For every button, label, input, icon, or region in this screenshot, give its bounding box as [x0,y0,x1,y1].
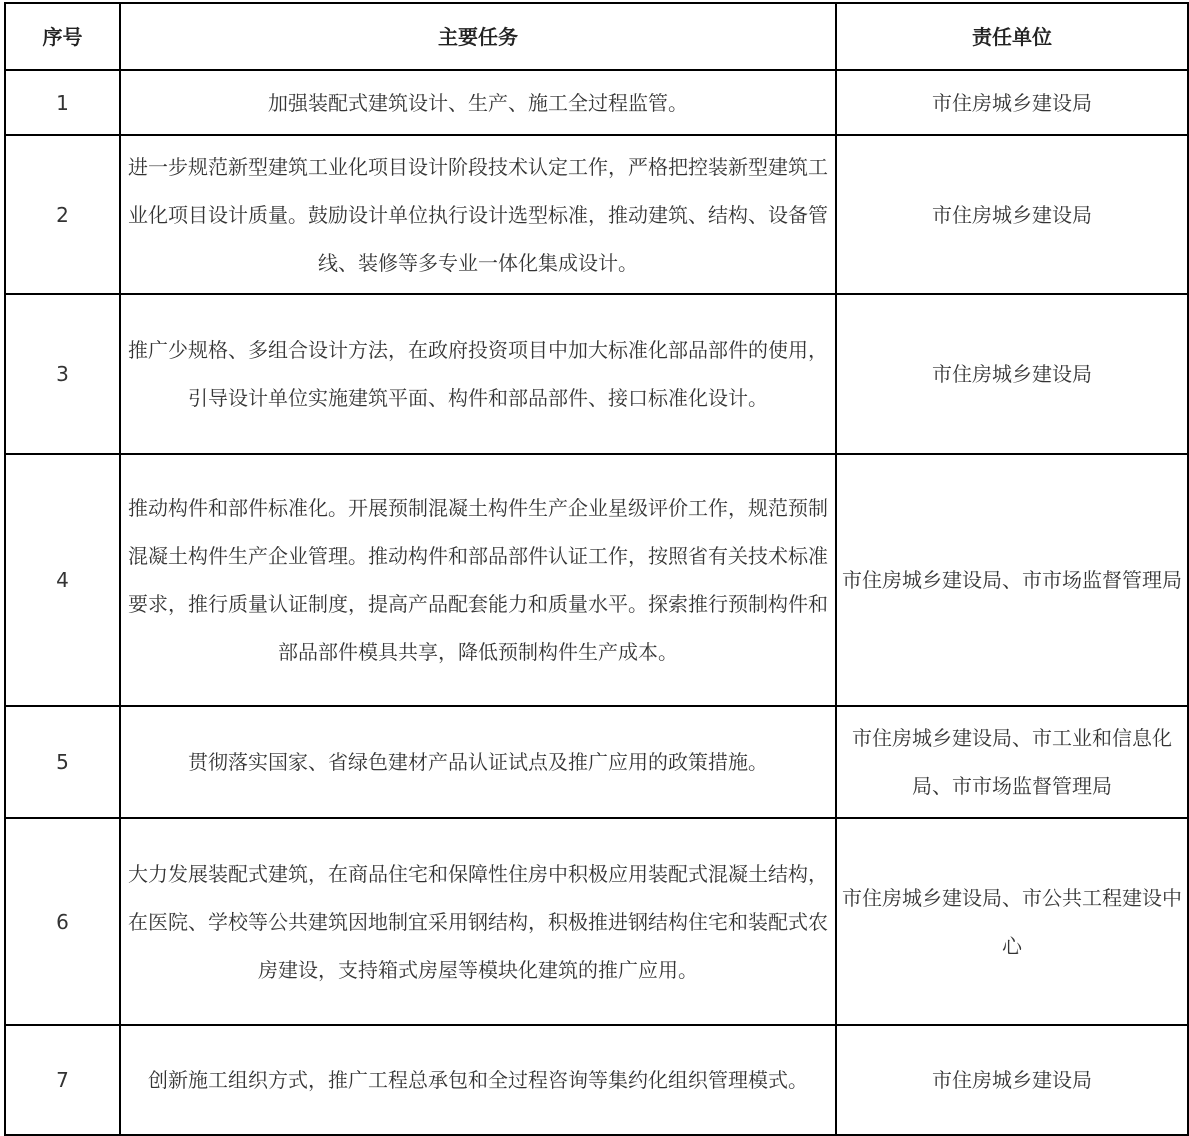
table-header-row [5,3,1188,70]
table-row [5,70,1188,135]
row-unit: 市住房城乡建设局 [836,294,1188,454]
header-index: 序号 [5,3,120,70]
row-index: 2 [5,135,120,294]
header-unit: 责任单位 [836,3,1188,70]
table-row [5,454,1188,706]
table-row [5,294,1188,454]
row-task: 推广少规格、多组合设计方法，在政府投资项目中加大标准化部品部件的使用，引导设计单位实施建筑平面、构件和部品部件、接口标准化设计。 [120,294,836,454]
table-row [5,818,1188,1025]
row-unit: 市住房城乡建设局 [836,135,1188,294]
row-unit: 市住房城乡建设局、市工业和信息化局、市市场监督管理局 [836,706,1188,818]
table-row [5,1025,1188,1135]
table-row [5,135,1188,294]
row-index: 1 [5,70,120,135]
row-index: 7 [5,1025,120,1135]
row-index: 4 [5,454,120,706]
row-task: 贯彻落实国家、省绿色建材产品认证试点及推广应用的政策措施。 [120,706,836,818]
row-unit: 市住房城乡建设局、市公共工程建设中心 [836,818,1188,1025]
row-index: 3 [5,294,120,454]
row-index: 5 [5,706,120,818]
row-unit: 市住房城乡建设局 [836,1025,1188,1135]
row-task: 推动构件和部件标准化。开展预制混凝土构件生产企业星级评价工作，规范预制混凝土构件生产企业管理。推动构件和部品部件认证工作，按照省有关技术标准要求，推行质量认证制度，提高产品配套能力和质量水平。探索推行预制构件和部品部件模具共享，降低预制构件生产成本。 [120,454,836,706]
row-index: 6 [5,818,120,1025]
row-task: 进一步规范新型建筑工业化项目设计阶段技术认定工作，严格把控装新型建筑工业化项目设计质量。鼓励设计单位执行设计选型标准，推动建筑、结构、设备管线、装修等多专业一体化集成设计。 [120,135,836,294]
header-task: 主要任务 [120,3,836,70]
row-task: 加强装配式建筑设计、生产、施工全过程监管。 [120,70,836,135]
row-unit: 市住房城乡建设局、市市场监督管理局 [836,454,1188,706]
row-task: 创新施工组织方式，推广工程总承包和全过程咨询等集约化组织管理模式。 [120,1025,836,1135]
task-table [4,2,1189,1136]
row-unit: 市住房城乡建设局 [836,70,1188,135]
row-task: 大力发展装配式建筑，在商品住宅和保障性住房中积极应用装配式混凝土结构，在医院、学校等公共建筑因地制宜采用钢结构，积极推进钢结构住宅和装配式农房建设，支持箱式房屋等模块化建筑的推广应用。 [120,818,836,1025]
table-row [5,706,1188,818]
